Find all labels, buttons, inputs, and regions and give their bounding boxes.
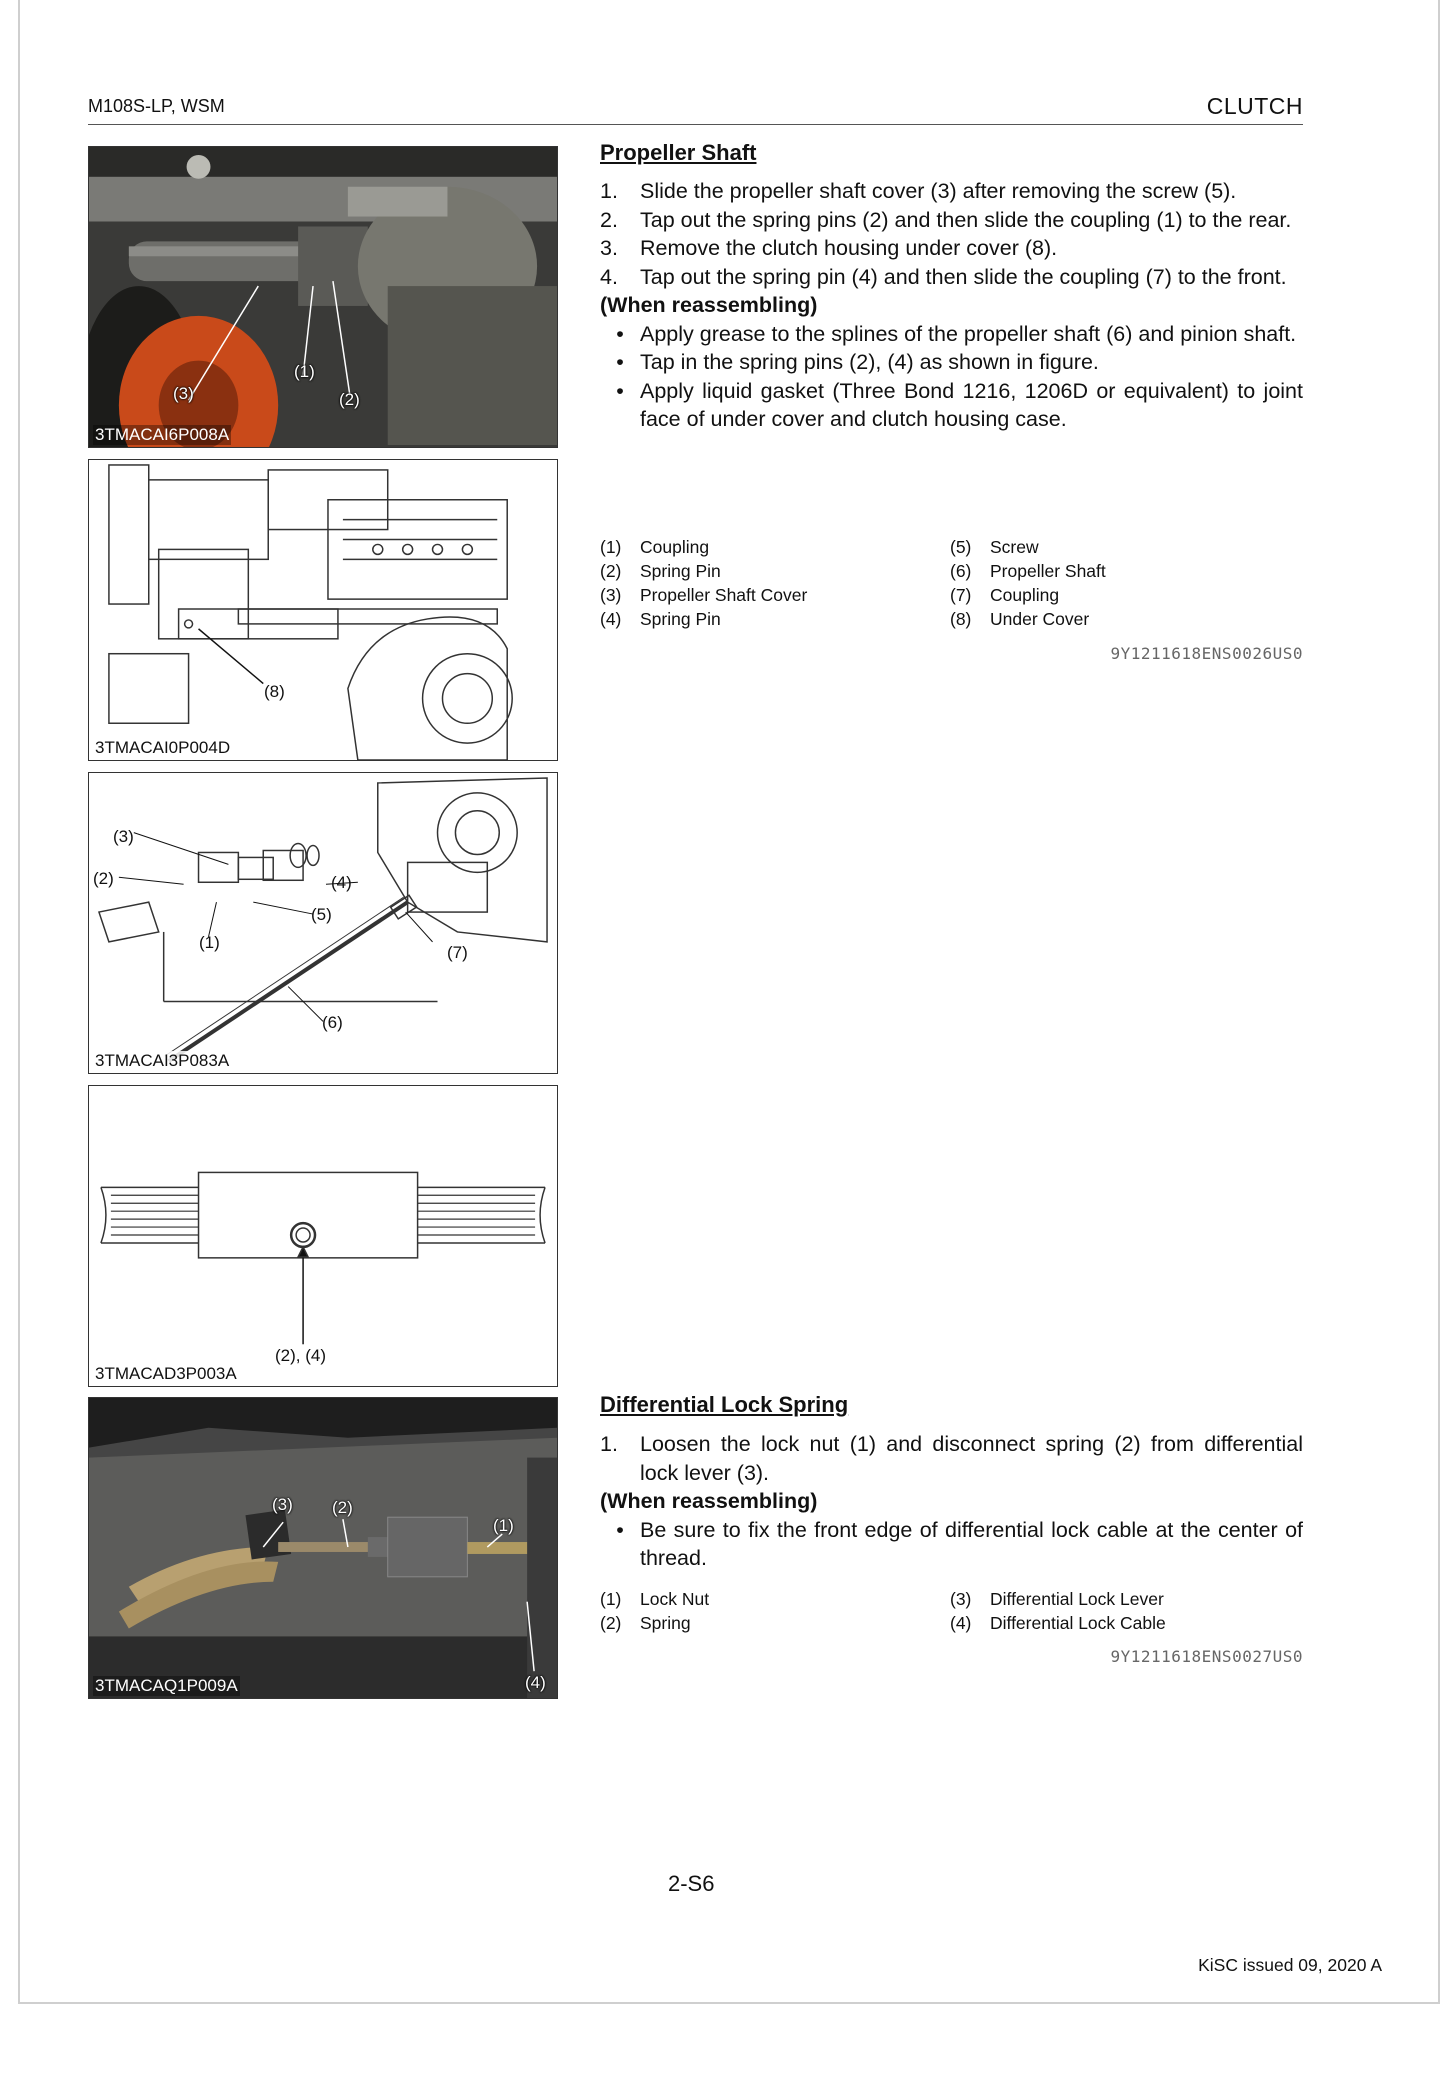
- figure-id: 3TMACAD3P003A: [95, 1364, 237, 1383]
- bullet-item: [600, 348, 1303, 377]
- bullet-marker: •: [616, 1517, 624, 1542]
- legend-number: (1): [600, 537, 622, 557]
- bullet-item: [600, 377, 1303, 434]
- step-item: [600, 234, 1303, 263]
- bullet-marker: •: [616, 378, 624, 403]
- chapter-title: CLUTCH: [1206, 93, 1303, 119]
- legend-row: [950, 1611, 1166, 1635]
- legend-label: Under Cover: [990, 609, 1090, 629]
- step-item: [600, 263, 1303, 292]
- legend-label: Screw: [990, 537, 1039, 557]
- difflock-parts-legend: [600, 1587, 1303, 1637]
- callout-7: (7): [447, 943, 468, 962]
- step-number: 4.: [600, 264, 618, 289]
- legend-label: Spring: [640, 1613, 691, 1633]
- manual-model: M108S-LP, WSM: [88, 96, 225, 116]
- legend-row: [600, 1611, 709, 1635]
- legend-number: (6): [950, 561, 972, 581]
- legend-number: (2): [600, 1613, 622, 1633]
- callout-4: (4): [331, 873, 352, 892]
- bullet-text: Apply grease to the splines of the propeller shaft (6) and pinion shaft.: [640, 321, 1297, 346]
- legend-number: (8): [950, 609, 972, 629]
- legend-row: [600, 607, 807, 631]
- callout-4: (4): [525, 1673, 546, 1692]
- difflock-instructions: [600, 1430, 1303, 1573]
- figure-id: 3TMACAI6P008A: [95, 425, 230, 444]
- callout-1: (1): [199, 933, 220, 952]
- step-item: [600, 206, 1303, 235]
- reassembly-heading: (When reassembling): [600, 1489, 818, 1513]
- figure-under-cover-drawing: [88, 459, 558, 761]
- callout-3: (3): [113, 827, 134, 846]
- legend-number: (4): [600, 609, 622, 629]
- legend-label: Spring Pin: [640, 561, 721, 581]
- legend-row: [600, 535, 807, 559]
- propeller-shaft-photo: [89, 147, 557, 447]
- callout-6: (6): [322, 1013, 343, 1032]
- legend-label: Lock Nut: [640, 1589, 710, 1609]
- legend-label: Spring Pin: [640, 609, 721, 629]
- under-cover-drawing: [89, 460, 557, 760]
- legend-row: [600, 1587, 709, 1611]
- legend-number: (2): [600, 561, 622, 581]
- legend-number: (3): [950, 1589, 972, 1609]
- legend-number: (1): [600, 1589, 622, 1609]
- step-number: 1.: [600, 179, 618, 203]
- section-title-propeller-shaft: Propeller Shaft: [600, 140, 757, 165]
- document-code: 9Y1211618ENS0027US0: [1110, 1647, 1303, 1666]
- step-text: Tap out the spring pins (2) and then slide the coupling (1) to the rear.: [640, 207, 1292, 232]
- step-item: [600, 177, 1303, 206]
- legend-row: [950, 607, 1106, 631]
- callout-3: (3): [272, 1495, 293, 1514]
- legend-column-left: [600, 535, 807, 631]
- legend-row: [950, 535, 1106, 559]
- step-number: 3.: [600, 236, 618, 260]
- differential-lock-photo: [89, 1398, 557, 1698]
- legend-row: [950, 559, 1106, 583]
- legend-row: [600, 559, 807, 583]
- legend-label: Coupling: [990, 585, 1060, 605]
- callout-8: (8): [264, 682, 285, 701]
- bullet-item: [600, 320, 1303, 349]
- legend-number: (7): [950, 585, 972, 605]
- bullet-marker: •: [616, 321, 624, 346]
- bullet-marker: •: [616, 350, 624, 374]
- issue-footer: KiSC issued 09, 2020 A: [1198, 1955, 1382, 1975]
- step-number: 1.: [600, 1432, 618, 1456]
- figure-id: 3TMACAQ1P009A: [95, 1676, 238, 1695]
- legend-column-left: [600, 1587, 709, 1635]
- step-text: Remove the clutch housing under cover (8).: [640, 236, 1058, 260]
- legend-label: Propeller Shaft Cover: [640, 585, 808, 605]
- legend-label: Propeller Shaft: [990, 561, 1106, 581]
- bullet-item: [600, 1516, 1303, 1573]
- section-title-differential-lock-spring: Differential Lock Spring: [600, 1392, 849, 1417]
- bullet-text: Apply liquid gasket (Three Bond 1216, 1206D or equivalent) to joint face of under cover and clutch housing case.: [640, 378, 1303, 431]
- callout-5: (5): [311, 905, 332, 924]
- legend-label: Coupling: [640, 537, 710, 557]
- legend-number: (4): [950, 1613, 972, 1633]
- callout-1: (1): [493, 1516, 514, 1535]
- document-code: 9Y1211618ENS0026US0: [1110, 644, 1303, 663]
- figure-id: 3TMACAI3P083A: [95, 1051, 230, 1070]
- legend-label: Differential Lock Lever: [990, 1589, 1164, 1609]
- legend-label: Differential Lock Cable: [990, 1613, 1166, 1633]
- callout-3: (3): [173, 384, 194, 403]
- reassembly-heading: (When reassembling): [600, 293, 818, 317]
- step-text: Tap out the spring pin (4) and then slide the coupling (7) to the front.: [640, 264, 1287, 289]
- bullet-text: Tap in the spring pins (2), (4) as shown in figure.: [640, 350, 1099, 374]
- page-number: 2-S6: [668, 1871, 715, 1896]
- callout-2-4: (2), (4): [275, 1346, 326, 1365]
- step-text: Loosen the lock nut (1) and disconnect spring (2) from differential lock lever (3).: [640, 1432, 1303, 1485]
- figure-coupling-diagram: [88, 1085, 558, 1387]
- callout-1: (1): [294, 362, 315, 381]
- bullet-text: Be sure to fix the front edge of differential lock cable at the center of thread.: [640, 1517, 1303, 1570]
- step-number: 2.: [600, 207, 618, 232]
- legend-number: (5): [950, 537, 972, 557]
- legend-row: [950, 1587, 1166, 1611]
- propeller-instructions: [600, 177, 1303, 434]
- callout-2: (2): [332, 1498, 353, 1517]
- callout-2: (2): [93, 869, 114, 888]
- legend-column-right: [950, 535, 1106, 631]
- figure-id: 3TMACAI0P004D: [95, 738, 231, 757]
- legend-column-right: [950, 1587, 1166, 1635]
- header-rule: [88, 124, 1303, 125]
- callout-2: (2): [339, 390, 360, 409]
- legend-row: [950, 583, 1106, 607]
- legend-number: (3): [600, 585, 622, 605]
- figure-differential-lock-photo: [88, 1397, 558, 1699]
- step-text: Slide the propeller shaft cover (3) after removing the screw (5).: [640, 179, 1237, 203]
- figure-exploded-diagram: [88, 772, 558, 1074]
- step-item: [600, 1430, 1303, 1487]
- legend-row: [600, 583, 807, 607]
- coupling-diagram: [89, 1086, 557, 1386]
- figure-propeller-shaft-photo: [88, 146, 558, 448]
- propeller-parts-legend: [600, 535, 1303, 635]
